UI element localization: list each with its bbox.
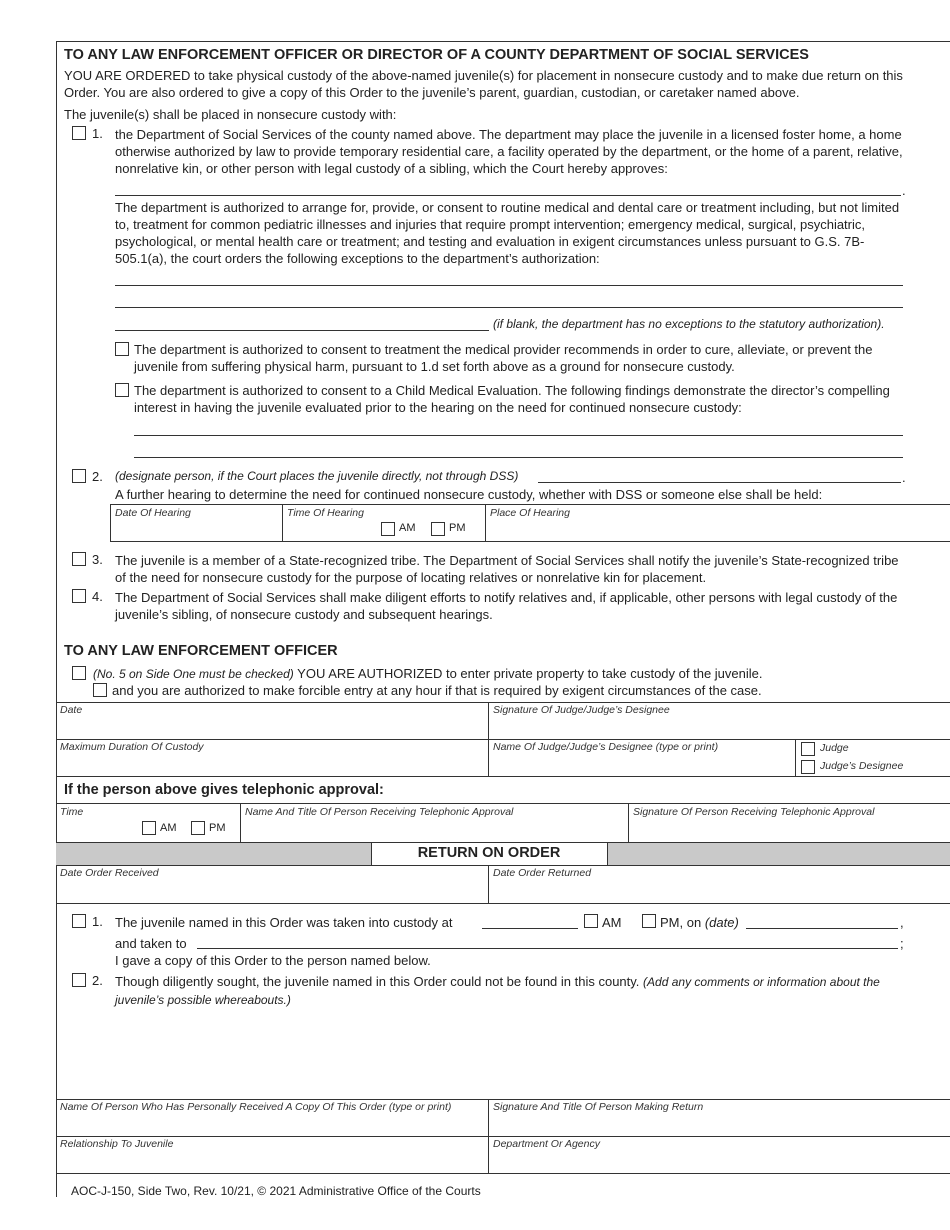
consent-cme-text: The department is authorized to consent to a Child Medical Evaluation. The following findings demonstrate the director’s compelling interest in having the juvenile evaluated prior to the hearing on the need for continued nonsecure custody:: [134, 383, 890, 415]
custody-time-line[interactable]: [482, 928, 578, 929]
further-hearing-text: A further hearing to determine the need for continued nonsecure custody, whether with DSS or someone else shall be held:: [115, 487, 823, 502]
judge-checkbox[interactable]: [801, 742, 815, 756]
taken-to-label: and taken to: [115, 936, 187, 951]
return-item1-checkbox[interactable]: [72, 914, 86, 928]
return-item2-checkbox[interactable]: [72, 973, 86, 987]
item1-approved-line[interactable]: [115, 195, 901, 196]
return-pm-on: [660, 914, 739, 931]
order-heading: TO ANY LAW ENFORCEMENT OFFICER OR DIRECTOR OF A COUNTY DEPARTMENT OF SOCIAL SERVICES: [64, 47, 809, 63]
date-returned-label: Date Order Returned: [493, 867, 592, 879]
footer-text: AOC-J-150, Side Two, Rev. 10/21, © 2021 Administrative Office of the Courts: [71, 1184, 481, 1198]
hearing-am-label: AM: [399, 522, 416, 534]
return-pm-on-label: PM, on: [660, 915, 702, 930]
item1-number: 1.: [92, 126, 103, 141]
item2-text: (designate person, if the Court places the juvenile directly, not through DSS): [115, 469, 519, 483]
item2-checkbox[interactable]: [72, 469, 86, 483]
telephonic-am-label: AM: [160, 822, 177, 834]
return-item1-text: The juvenile named in this Order was taken into custody at: [115, 915, 453, 930]
received-copy-label: Name Of Person Who Has Personally Received A Copy Of This Order (type or print): [60, 1101, 452, 1113]
return-signature-label: Signature And Title Of Person Making Return: [493, 1101, 704, 1113]
return-comma: ,: [900, 915, 904, 930]
item4-checkbox[interactable]: [72, 589, 86, 603]
date-received-label: Date Order Received: [60, 867, 159, 879]
item1-checkbox[interactable]: [72, 126, 86, 140]
consent-treatment-checkbox[interactable]: [115, 342, 129, 356]
authorized-text: YOU ARE AUTHORIZED to enter private property to take custody of the juvenile.: [297, 666, 763, 681]
hearing-pm-label: PM: [449, 522, 466, 534]
consent-treatment-text: The department is authorized to consent to treatment the medical provider recommends in order to cure, alleviate, or prevent the juvenile from suffering physical harm, pursuant to 1.d set forth above as a ground for nonsecure custody.: [134, 342, 873, 374]
place-of-hearing-label: Place Of Hearing: [490, 507, 570, 519]
authorized-prefix: (No. 5 on Side One must be checked): [93, 667, 294, 681]
date-label: Date: [60, 704, 83, 716]
return-am-label: AM: [602, 915, 622, 930]
telephonic-pm-label: PM: [209, 822, 226, 834]
return-item2-italic: (Add any comments or information about the juvenile’s possible whereabouts.): [115, 975, 880, 1007]
return-item2-number: 2.: [92, 973, 103, 988]
telephonic-heading: If the person above gives telephonic approval:: [64, 782, 384, 798]
exceptions-line-3[interactable]: [115, 330, 489, 331]
telephonic-time-label: Time: [60, 806, 84, 818]
telephonic-signature-label: Signature Of Person Receiving Telephonic Approval: [633, 806, 875, 818]
judge-name-label: Name Of Judge/Judge’s Designee (type or print): [493, 741, 719, 753]
return-pm-checkbox[interactable]: [642, 914, 656, 928]
return-heading: RETURN ON ORDER: [417, 845, 561, 861]
max-duration-label: Maximum Duration Of Custody: [60, 741, 204, 753]
forcible-entry-text: and you are authorized to make forcible entry at any hour if that is required by exigent circumstances of the case.: [112, 683, 762, 698]
if-blank-note: (if blank, the department has no exceptions to the statutory authorization).: [493, 317, 885, 331]
return-date-word: (date): [704, 915, 739, 930]
return-item2-text: Though diligently sought, the juvenile named in this Order could not be found in this county.: [115, 974, 640, 989]
return-item2: [115, 973, 915, 1009]
gave-copy-text: I gave a copy of this Order to the person named below.: [115, 953, 431, 968]
authorized-entry-checkbox[interactable]: [72, 666, 86, 680]
time-of-hearing-label: Time Of Hearing: [287, 507, 364, 519]
item4-text: The Department of Social Services shall make diligent efforts to notify relatives and, if applicable, other persons with legal custody of the juvenile’s sibling, of nonsecure custody and subsequent hearings.: [115, 590, 898, 622]
item2-period: .: [902, 470, 906, 485]
designee-checkbox[interactable]: [801, 760, 815, 774]
date-of-hearing-label: Date Of Hearing: [115, 507, 191, 519]
hearing-am-checkbox[interactable]: [381, 522, 395, 536]
item1-text: the Department of Social Services of the county named above. The department may place the juvenile in a licensed foster home, a home otherwise authorized by law to provide temporary residential care, a facility operated by the department, or the home of a parent, relative, nonrelative kin, or other person with legal custody of a sibling, which the Court hereby approves:: [115, 127, 903, 176]
officer-heading: TO ANY LAW ENFORCEMENT OFFICER: [64, 643, 338, 659]
forcible-entry-checkbox[interactable]: [93, 683, 107, 697]
exceptions-line-1[interactable]: [115, 285, 903, 286]
telephonic-name-title-label: Name And Title Of Person Receiving Telephonic Approval: [245, 806, 514, 818]
relationship-label: Relationship To Juvenile: [60, 1138, 174, 1150]
item4-number: 4.: [92, 589, 103, 604]
designee-option: Judge’s Designee: [820, 760, 904, 772]
item2-person-line[interactable]: [538, 482, 901, 483]
agency-label: Department Or Agency: [493, 1138, 600, 1150]
item3-text: The juvenile is a member of a State-recognized tribe. The Department of Social Services shall notify the juvenile’s State-recognized tribe of the need for nonsecure custody for the purpose of locating relatives or nonrelative kin for placement.: [115, 553, 899, 585]
telephonic-am-checkbox[interactable]: [142, 821, 156, 835]
item1-period: .: [902, 183, 906, 198]
taken-to-line[interactable]: [197, 948, 898, 949]
consent-cme-checkbox[interactable]: [115, 383, 129, 397]
authorized-entry: [93, 666, 763, 681]
hearing-table-bottom: [110, 541, 950, 542]
item2-number: 2.: [92, 469, 103, 484]
return-am-checkbox[interactable]: [584, 914, 598, 928]
return-semicolon: ;: [900, 936, 904, 951]
item3-number: 3.: [92, 552, 103, 567]
cme-findings-line-2[interactable]: [134, 457, 903, 458]
ordered-text: YOU ARE ORDERED to take physical custody of the above-named juvenile(s) for placement in nonsecure custody and to make due return on this Order. You are also ordered to give a copy of this Order to the juvenile’s parent, guardian, custodian, or caretaker named above.: [64, 68, 903, 100]
authorization-text: The department is authorized to arrange for, provide, or consent to routine medical and dental care or treatment including, but not limited to, treatment for common pediatric illnesses and injuries that require prompt intervention; emergency medical, surgical, psychiatric, psychological, or mental health care or treatment; and testing and evaluation in exigent circumstances unless pursuant to G.S. 7B-505.1(a), the court orders the following exceptions to the department’s authorization:: [115, 200, 900, 266]
custody-date-line[interactable]: [746, 928, 898, 929]
exceptions-line-2[interactable]: [115, 307, 903, 308]
item3-checkbox[interactable]: [72, 552, 86, 566]
judge-signature-label: Signature Of Judge/Judge’s Designee: [493, 704, 670, 716]
return-item1-number: 1.: [92, 914, 103, 929]
telephonic-pm-checkbox[interactable]: [191, 821, 205, 835]
hearing-table-top: [110, 504, 950, 505]
cme-findings-line-1[interactable]: [134, 435, 903, 436]
hearing-pm-checkbox[interactable]: [431, 522, 445, 536]
judge-option: Judge: [820, 742, 849, 754]
placed-text: The juvenile(s) shall be placed in nonsecure custody with:: [64, 107, 397, 122]
